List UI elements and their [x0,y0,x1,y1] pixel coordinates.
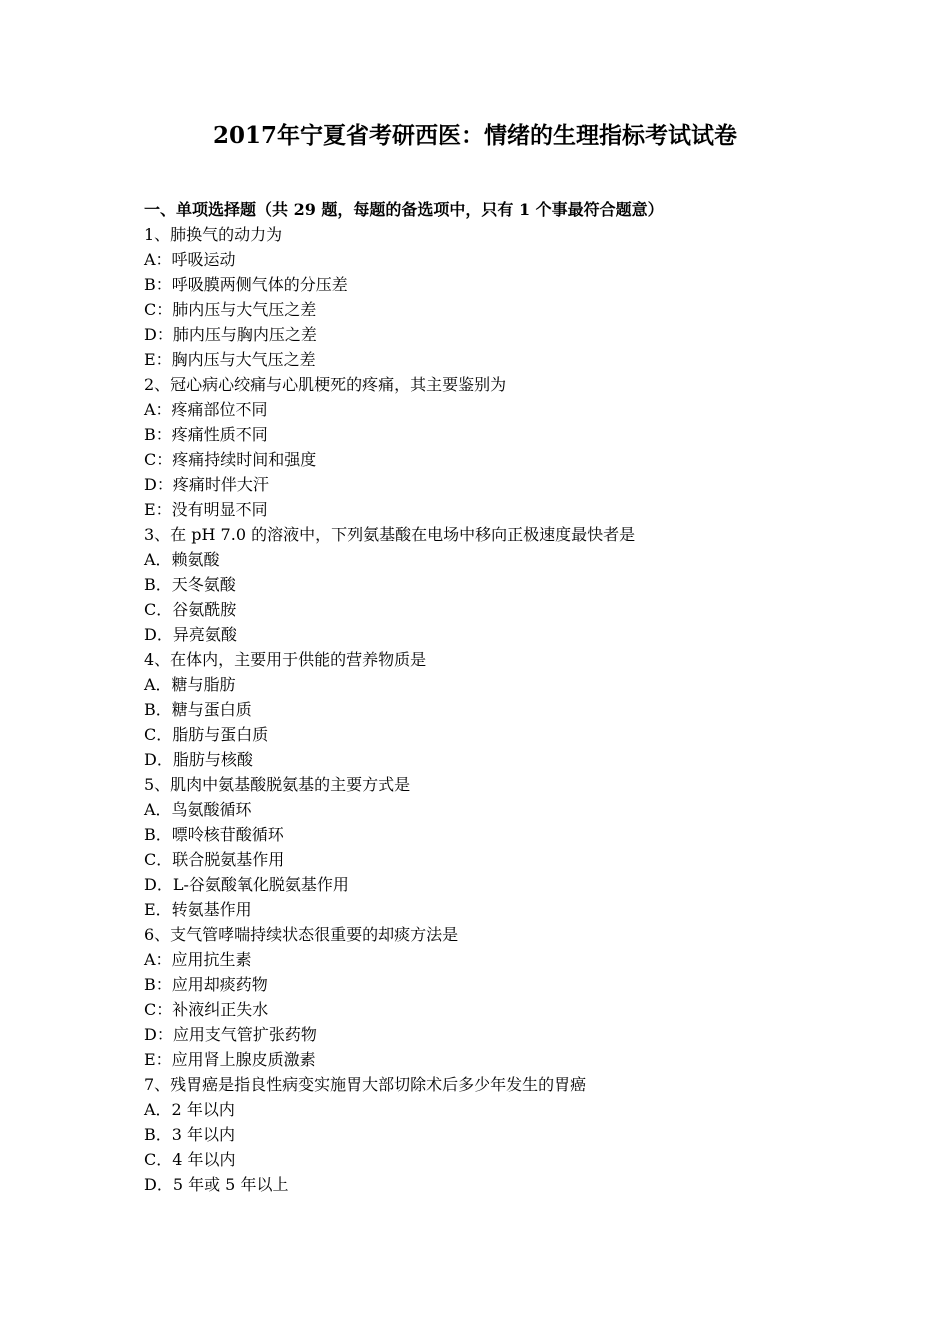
answer-option: C：疼痛持续时间和强度 [144,450,317,469]
answer-option: E：应用肾上腺皮质激素 [144,1050,316,1069]
answer-option: C．联合脱氨基作用 [144,850,285,869]
answer-option: B：应用却痰药物 [144,975,268,994]
question-2 [144,372,824,522]
answer-option: A：呼吸运动 [144,250,236,269]
answer-option: D：肺内压与胸内压之差 [144,325,317,344]
answer-option: A．糖与脂肪 [144,675,236,694]
answer-option: C．脂肪与蛋白质 [144,725,269,744]
question-stem: 7、残胃癌是指良性病变实施胃大部切除术后多少年发生的胃癌 [144,1075,587,1094]
answer-option: B．嘌呤核苷酸循环 [144,825,284,844]
answer-option: A：应用抗生素 [144,950,252,969]
answer-option: D：应用支气管扩张药物 [144,1025,317,1044]
answer-option: E：没有明显不同 [144,500,268,519]
question-5 [144,772,824,922]
question-4 [144,647,824,772]
answer-option: C：补液纠正失水 [144,1000,269,1019]
answer-option: A．赖氨酸 [144,550,220,569]
document-title: 2017年宁夏省考研西医：情绪的生理指标考试试卷 [212,122,737,149]
question-stem: 2、冠心病心绞痛与心肌梗死的疼痛，其主要鉴别为 [144,375,507,394]
section-heading: 一、单项选择题（共 29 题，每题的备选项中，只有 1 个事最符合题意） [144,200,664,219]
answer-option: E：胸内压与大气压之差 [144,350,316,369]
answer-option: A．鸟氨酸循环 [144,800,252,819]
question-stem: 3、在 pH 7.0 的溶液中，下列氨基酸在电场中移向正极速度最快者是 [144,525,636,544]
answer-option: C：肺内压与大气压之差 [144,300,317,319]
answer-option: B：呼吸膜两侧气体的分压差 [144,275,348,294]
question-stem: 5、肌肉中氨基酸脱氨基的主要方式是 [144,775,411,794]
answer-option: C．谷氨酰胺 [144,600,237,619]
answer-option: B．糖与蛋白质 [144,700,252,719]
answer-option: D．异亮氨酸 [144,625,237,644]
question-6 [144,922,824,1072]
answer-option: E．转氨基作用 [144,900,252,919]
answer-option: B．3 年以内 [144,1125,236,1144]
answer-option: B：疼痛性质不同 [144,425,268,444]
question-list [144,222,824,1197]
answer-option: B．天冬氨酸 [144,575,236,594]
question-stem: 1、肺换气的动力为 [144,225,283,244]
question-stem: 4、在体内，主要用于供能的营养物质是 [144,650,427,669]
answer-option: C．4 年以内 [144,1150,236,1169]
question-7 [144,1072,824,1197]
answer-option: D．5 年或 5 年以上 [144,1175,289,1194]
answer-option: D．L-谷氨酸氧化脱氨基作用 [144,875,349,894]
question-1 [144,222,824,372]
question-stem: 6、支气管哮喘持续状态很重要的却痰方法是 [144,925,459,944]
answer-option: D．脂肪与核酸 [144,750,253,769]
answer-option: D：疼痛时伴大汗 [144,475,269,494]
answer-option: A．2 年以内 [144,1100,235,1119]
document-body [144,197,824,1197]
answer-option: A：疼痛部位不同 [144,400,268,419]
question-3 [144,522,824,647]
